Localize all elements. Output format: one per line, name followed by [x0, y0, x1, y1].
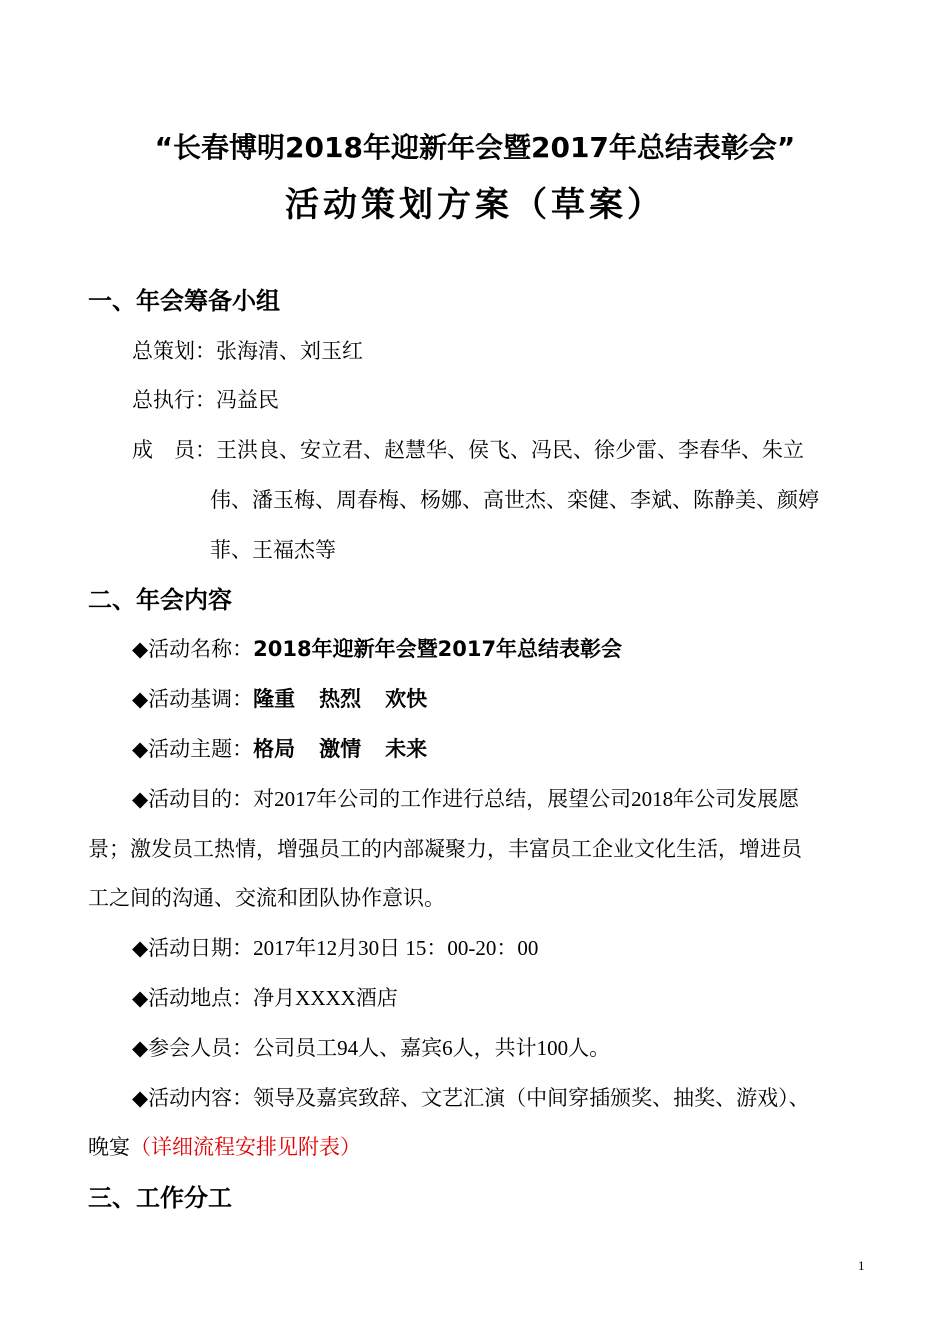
tone-value: 欢快 [385, 687, 428, 711]
theme-value: 未来 [385, 737, 428, 761]
activity-content-line-2 [88, 1131, 361, 1163]
content-prefix: 晚宴 [88, 1135, 130, 1159]
document-title-line2: 活动策划方案（草案） [285, 187, 665, 224]
members-line-2: 伟、潘玉梅、周春梅、杨娜、高世杰、栾健、李斌、陈静美、颜婷 [210, 488, 819, 512]
activity-name-label: ◆活动名称： [132, 637, 254, 661]
activity-name-value: 2018年迎新年会暨2017年总结表彰会 [253, 637, 623, 661]
document-title-line1: “长春博明2018年迎新年会暨2017年总结表彰会” [154, 131, 796, 164]
activity-tone-label: ◆活动基调： [132, 687, 254, 711]
tone-value: 隆重 [253, 687, 296, 711]
planner-line: 总策划：张海清、刘玉红 [132, 339, 363, 363]
purpose-line-2: 景；激发员工热情，增强员工的内部凝聚力，丰富员工企业文化生活，增进员 [88, 837, 802, 861]
activity-content-line-1: ◆活动内容：领导及嘉宾致辞、文艺汇演（中间穿插颁奖、抽奖、游戏）、 [132, 1086, 810, 1110]
activity-date-line: ◆活动日期：2017年12月30日 15：00-20：00 [132, 936, 539, 960]
executor-line: 总执行：冯益民 [132, 388, 279, 412]
activity-theme-label: ◆活动主题： [132, 737, 254, 761]
section2-heading: 二、年会内容 [88, 586, 232, 614]
tone-value: 热烈 [319, 687, 362, 711]
members-line-3: 菲、王福杰等 [210, 538, 336, 562]
flow-note-red: （详细流程安排见附表） [130, 1135, 361, 1159]
attendees-line: ◆参会人员：公司员工94人、嘉宾6人，共计100人。 [132, 1036, 611, 1060]
members-line-1: 成 员：王洪良、安立君、赵慧华、侯飞、冯民、徐少雷、李春华、朱立 [132, 438, 804, 462]
theme-value: 格局 [253, 737, 296, 761]
activity-name-line [132, 633, 622, 665]
section3-heading: 三、工作分工 [88, 1184, 232, 1212]
theme-value: 激情 [319, 737, 362, 761]
page-number: 1 [858, 1258, 865, 1273]
activity-tone-line [132, 683, 427, 715]
activity-theme-line [132, 733, 427, 765]
purpose-line-1: ◆活动目的：对2017年公司的工作进行总结，展望公司2018年公司发展愿 [132, 787, 800, 811]
section1-heading: 一、年会筹备小组 [88, 287, 280, 315]
purpose-line-3: 工之间的沟通、交流和团队协作意识。 [88, 886, 445, 910]
activity-venue-line: ◆活动地点：净月XXXX酒店 [132, 986, 398, 1010]
